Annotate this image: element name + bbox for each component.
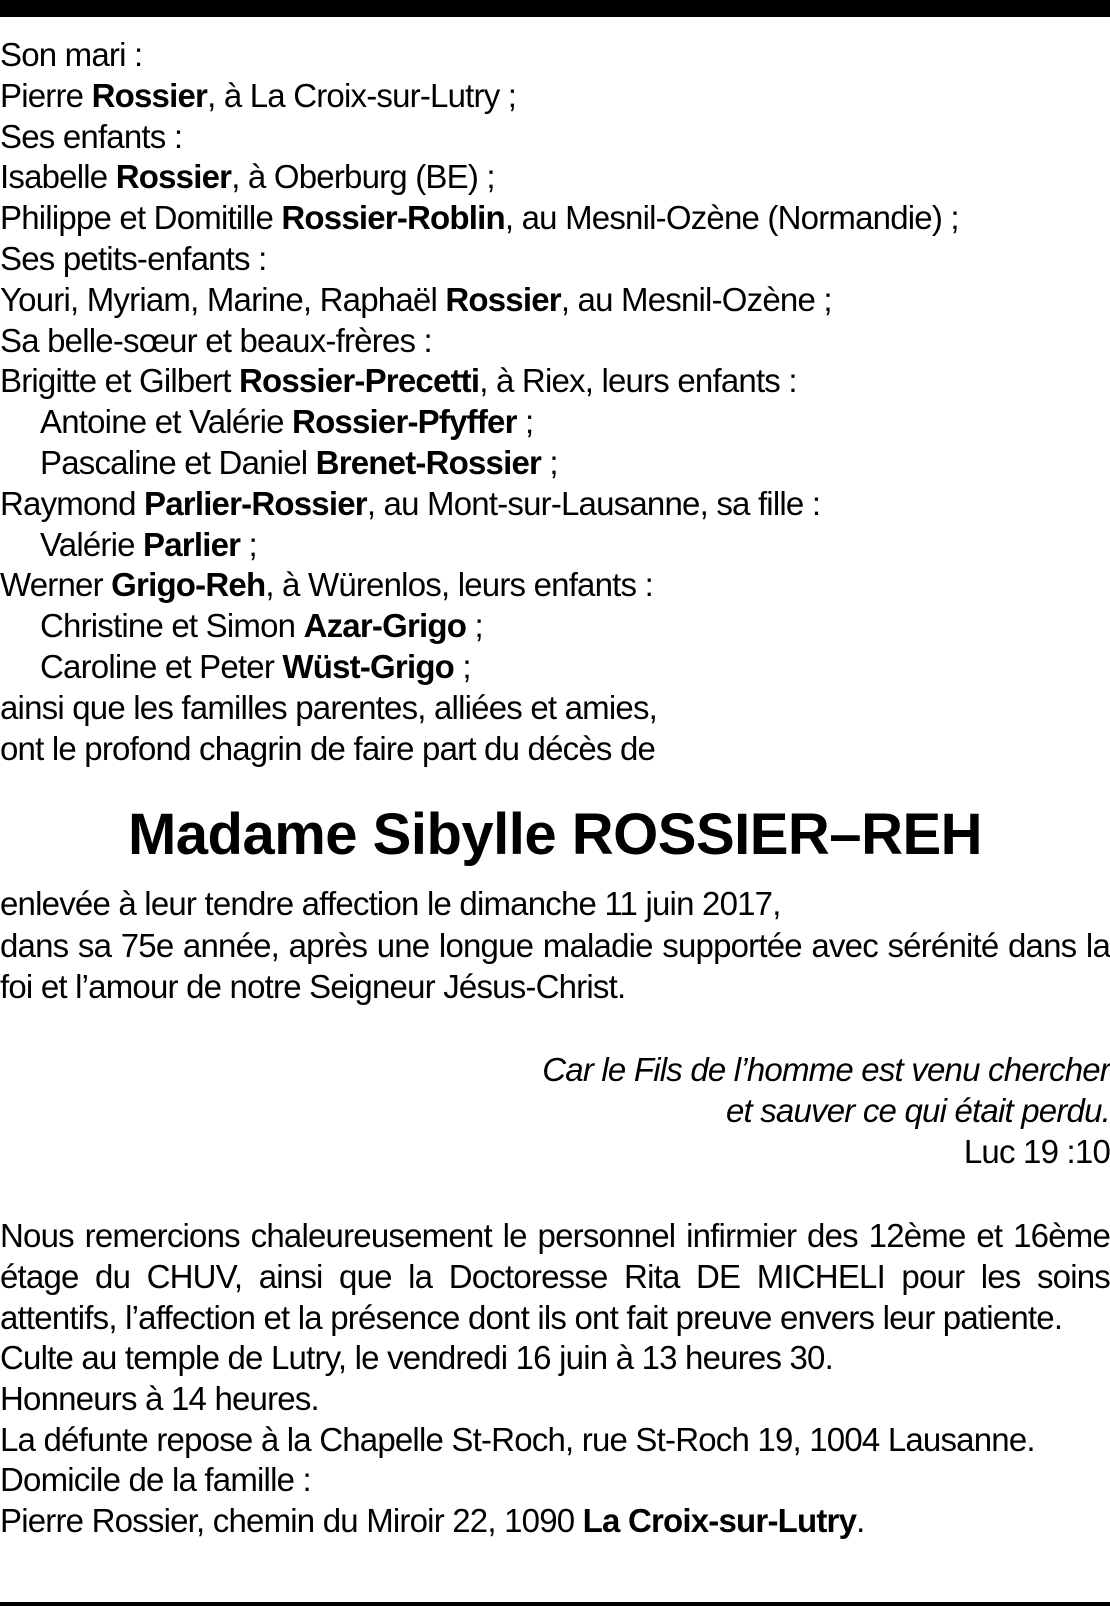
thanks-section — [0, 1215, 1110, 1542]
death-date-line: enlevée à leur tendre affection le dimanche 11 juin 2017, — [0, 885, 781, 922]
inlaws-label: Sa belle-sœur et beaux-frères : — [0, 321, 432, 359]
quote-reference: Luc 19 :10 — [963, 1133, 1110, 1170]
service-line: Culte au temple de Lutry, le vendredi 16 juin à 13 heures 30. — [0, 1339, 833, 1376]
husband-label: Son mari : — [0, 36, 143, 73]
closing-line: ainsi que les familles parentes, alliées et amies, — [0, 688, 658, 726]
children-label: Ses enfants : — [0, 117, 183, 155]
inlaw-line: Werner Grigo-Reh, à Würenlos, leurs enfants : — [0, 566, 653, 604]
inlaw-child-line: Antoine et Valérie Rossier-Pfyffer ; — [40, 403, 534, 441]
death-notice — [0, 884, 1110, 1007]
domicile-label: Domicile de la famille : — [0, 1461, 311, 1499]
deceased-name: Madame Sibylle ROSSIER–REH — [127, 802, 983, 867]
bottom-rule — [0, 1602, 1110, 1606]
top-rule — [0, 0, 1110, 17]
inlaw-child-line: Caroline et Peter Wüst-Grigo ; — [40, 647, 471, 685]
grandchildren-line: Youri, Myriam, Marine, Raphaël Rossier, au Mesnil-Ozène ; — [0, 280, 832, 318]
quote-line: et sauver ce qui était perdu. — [725, 1092, 1110, 1129]
bible-quote — [0, 1049, 1110, 1172]
inlaw-child-line: Pascaline et Daniel Brenet-Rossier ; — [40, 443, 558, 481]
rest-line: La défunte repose à la Chapelle St-Roch, rue St-Roch 19, 1004 Lausanne. — [0, 1420, 1035, 1458]
inlaw-child-line: Christine et Simon Azar-Grigo ; — [40, 607, 483, 645]
death-paragraph: dans sa 75e année, après une longue maladie supportée avec sérénité dans la foi et l’amour de notre Seigneur Jésus-Christ. — [0, 926, 1110, 1005]
honors-line: Honneurs à 14 heures. — [0, 1379, 319, 1417]
family-list — [0, 35, 1110, 769]
thanks-paragraph: Nous remercions chaleureusement le personnel infirmier des 12ème et 16ème étage du CHUV, ainsi que la Doctoresse Rita DE MICHELI pour les soins attentifs, l’affection et la présence dont ils ont fait preuve envers leur patiente. — [0, 1217, 1110, 1336]
closing-line: ont le profond chagrin de faire part du décès de — [0, 729, 656, 767]
address-line: Pierre Rossier, chemin du Miroir 22, 1090 La Croix-sur-Lutry. — [0, 1502, 865, 1540]
child-line: Philippe et Domitille Rossier-Roblin, au Mesnil-Ozène (Normandie) ; — [0, 199, 959, 237]
grandchildren-label: Ses petits-enfants : — [0, 239, 267, 277]
inlaw-line: Raymond Parlier-Rossier, au Mont-sur-Lausanne, sa fille : — [0, 484, 821, 522]
inlaw-child-line: Valérie Parlier ; — [40, 525, 257, 563]
child-line: Isabelle Rossier, à Oberburg (BE) ; — [0, 158, 495, 196]
husband-line: Pierre Rossier, à La Croix-sur-Lutry ; — [0, 76, 517, 114]
quote-line: Car le Fils de l’homme est venu chercher — [542, 1051, 1110, 1088]
inlaw-line: Brigitte et Gilbert Rossier-Precetti, à Riex, leurs enfants : — [0, 362, 797, 400]
